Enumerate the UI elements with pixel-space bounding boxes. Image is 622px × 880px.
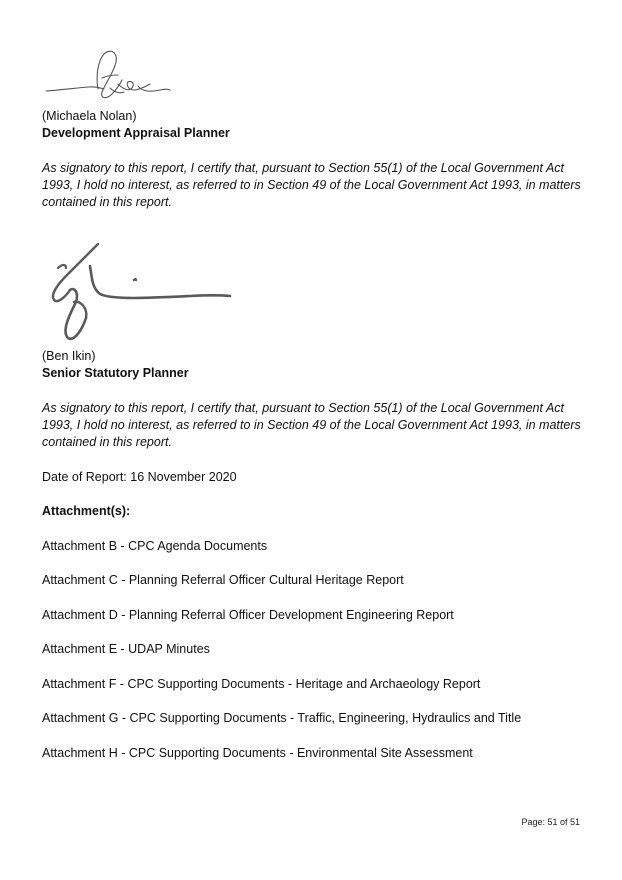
page-number: Page: 51 of 51 — [521, 817, 580, 827]
signatory2-title: Senior Statutory Planner — [42, 366, 189, 380]
attachment-item: Attachment B - CPC Agenda Documents — [42, 539, 268, 553]
signatory1-statement: As signatory to this report, I certify that, pursuant to Section 55(1) of the Local Government Act 1993, I hold no interest, as referred to in Section 49 of the Local Government Act 1993, in matters contained in this report. — [42, 161, 581, 209]
signatory1-name: (Michaela Nolan) — [42, 109, 137, 123]
signatory1-title: Development Appraisal Planner — [42, 126, 230, 140]
attachment-item: Attachment C - Planning Referral Officer Cultural Heritage Report — [42, 573, 404, 587]
attachment-item: Attachment G - CPC Supporting Documents - Traffic, Engineering, Hydraulics and Title — [42, 711, 522, 725]
report-date: Date of Report: 16 November 2020 — [42, 470, 237, 484]
attachments-heading: Attachment(s): — [42, 504, 131, 518]
signatory2-name: (Ben Ikin) — [42, 349, 96, 363]
attachment-item: Attachment H - CPC Supporting Documents - Environmental Site Assessment — [42, 746, 473, 760]
signature-michaela-nolan — [42, 48, 172, 104]
attachment-item: Attachment F - CPC Supporting Documents - Heritage and Archaeology Report — [42, 677, 481, 691]
signature-ben-ikin — [40, 238, 235, 346]
attachment-item: Attachment E - UDAP Minutes — [42, 642, 210, 656]
signatory2-statement: As signatory to this report, I certify that, pursuant to Section 55(1) of the Local Government Act 1993, I hold no interest, as referred to in Section 49 of the Local Government Act 1993, in matters contained in this report. — [42, 401, 581, 449]
attachment-item: Attachment D - Planning Referral Officer Development Engineering Report — [42, 608, 454, 622]
